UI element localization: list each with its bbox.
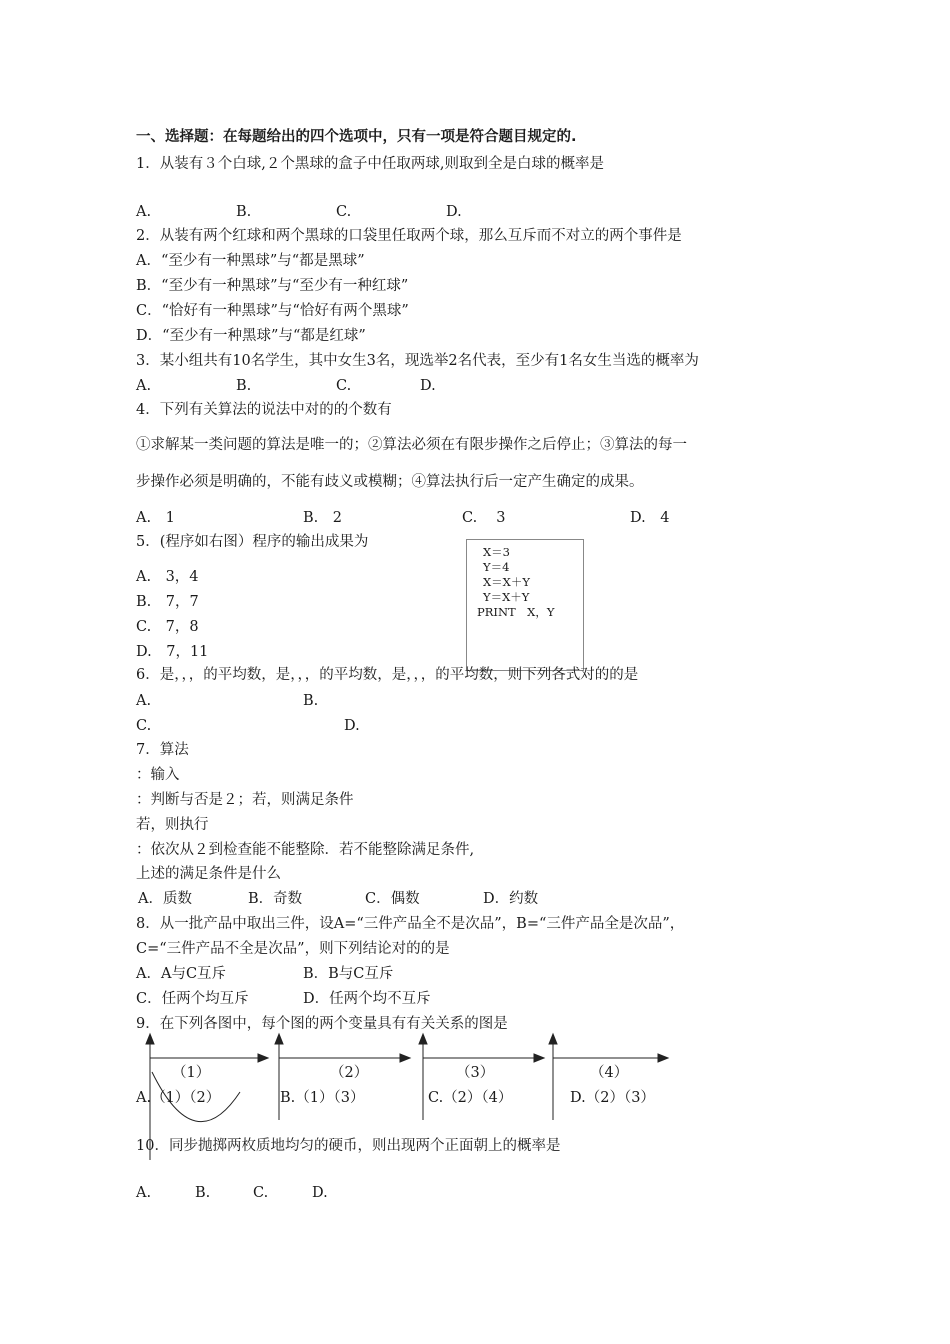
q8-option-a: A．A与C互斥 [136,966,227,982]
graph-1-label: （1） [172,1065,211,1081]
q10-option-a: A. [136,1185,152,1201]
q6-stem: 6．是，，，的平均数，是，，，的平均数，是，，，的平均数，则下列各式对的的是 [136,667,639,683]
graph-1-x-arrow [258,1054,268,1062]
q4-stem: 4．下列有关算法的说法中对的的个数有 [136,402,392,418]
q4-statement-line-2: 步操作必须是明确的，不能有歧义或模糊；④算法执行后一定产生确定的成果。 [136,474,644,490]
graph-2-label: （2） [330,1065,369,1081]
q7-option-d: D．约数 [483,891,539,907]
q5-option-a: A. 3，4 [136,569,199,585]
q1-option-b: B. [236,204,252,220]
q3-option-d: D. [420,378,436,394]
q7-stem: 7．算法 [136,742,189,758]
q4-option-d: D. 4 [630,510,670,526]
graph-1-y-arrow [146,1034,154,1044]
q9-option-a: A.（1）（2） [136,1090,221,1106]
q5-option-b: B. 7，7 [136,594,199,610]
program-line-1: X＝3 [483,545,511,559]
q6-option-c: C. [136,718,152,734]
q9-option-d: D.（2）（3） [570,1090,655,1106]
program-line-2: Y＝4 [483,560,510,574]
q9-option-c: C.（2）（4） [428,1090,513,1106]
q8-option-d: D．任两个均不互斥 [303,991,431,1007]
q8-option-c: C．任两个均互斥 [136,991,249,1007]
graph-3-x-arrow [534,1054,544,1062]
q2-option-a: A．“至少有一种黑球”与“都是黑球” [136,253,365,269]
q2-option-c: C．“恰好有一种黑球”与“恰好有两个黑球” [136,303,409,319]
q1-stem: 1．从装有３个白球,２个黑球的盒子中任取两球,则取到全是白球的概率是 [136,156,604,172]
q9-stem: 9．在下列各图中，每个图的两个变量具有有关关系的图是 [136,1016,508,1032]
graph-2-y-arrow [275,1034,283,1044]
q6-option-b: B. [303,693,319,709]
q7-option-c: C．偶数 [365,891,420,907]
q10-stem: 10．同步抛掷两枚质地均匀的硬币，则出现两个正面朝上的概率是 [136,1138,561,1154]
program-line-4: Y＝X＋Y [483,590,530,604]
q3-stem: 3．某小组共有10名学生，其中女生3名，现选举2名代表，至少有1名女生当选的概率为 [136,353,699,369]
graph-4-label: （4） [590,1065,629,1081]
q5-option-c: C. 7，8 [136,619,199,635]
graph-3-y-arrow [419,1034,427,1044]
q9-option-b: B.（1）（3） [280,1090,365,1106]
q3-option-c: C. [336,378,352,394]
q8-stem: 8．从一批产品中取出三件，设A=“三件产品全不是次品”，B=“三件产品全是次品”， [136,916,685,932]
q8-option-b: B．B与C互斥 [303,966,394,982]
q4-option-b: B. 2 [303,510,342,526]
q7-step-3: ：依次从２到检查能不能整除．若不能整除满足条件, [136,842,475,858]
q1-option-c: C. [336,204,352,220]
q2-option-d: D．“至少有一种黑球”与“都是红球” [136,328,366,344]
q1-option-d: D. [446,204,462,220]
q8-stem-cont: C=“三件产品不全是次品”，则下列结论对的的是 [136,941,450,957]
q4-option-a: A. 1 [136,510,175,526]
q10-option-c: C. [253,1185,269,1201]
q7-question: 上述的满足条件是什么 [136,866,281,882]
section-title: 一、选择题：在每题给出的四个选项中，只有一项是符合题目规定的. [136,129,577,145]
program-line-3: X＝X＋Y [483,575,530,589]
q7-step-1: ：输入 [136,767,180,783]
q4-statement-line-1: ①求解某一类问题的算法是唯一的；②算法必须在有限步操作之后停止；③算法的每一 [136,437,687,453]
graph-4-y-arrow [549,1034,557,1044]
graph-3-label: （3） [456,1065,495,1081]
q10-option-b: B. [195,1185,211,1201]
q5-stem: 5．(程序如右图）程序的输出成果为 [136,534,369,550]
q6-option-a: A. [136,693,152,709]
q6-option-d: D. [344,718,360,734]
q7-step-2: ：判断与否是２；若，则满足条件 [136,792,354,808]
q3-option-b: B. [236,378,252,394]
graph-2-x-arrow [400,1054,410,1062]
q4-option-c: C. 3 [462,510,506,526]
q10-option-d: D. [312,1185,328,1201]
program-line-5: PRINT X，Y [477,605,555,619]
q1-option-a: A. [136,204,152,220]
q7-step-2b: 若，则执行 [136,817,209,833]
graph-4-x-arrow [658,1054,668,1062]
q2-stem: 2．从装有两个红球和两个黑球的口袋里任取两个球，那么互斥而不对立的两个事件是 [136,228,682,244]
q7-option-b: B．奇数 [248,891,303,907]
q5-option-d: D. 7，11 [136,644,209,660]
q2-option-b: B．“至少有一种黑球”与“至少有一种红球” [136,278,409,294]
q3-option-a: A. [136,378,152,394]
q7-option-a: A．质数 [138,891,192,907]
